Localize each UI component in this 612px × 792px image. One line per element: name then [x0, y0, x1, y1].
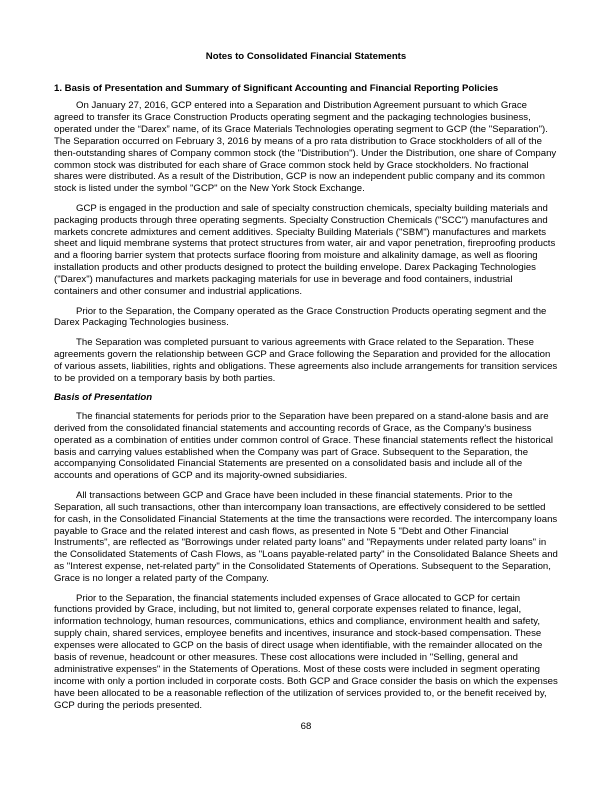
document-body — [54, 100, 558, 719]
paragraph-separation-agreement: On January 27, 2016, GCP entered into a Separation and Distribution Agreement pursuant to which Grace agreed to transfer its Grace Construction Products operating segment and the packaging technologies business, operated under the “Darex” name, of its Grace Materials Technologies operating segment to GCP (the "Separation"). The Separation occurred on February 3, 2016 by means of a pro rata distribution to Grace stockholders of all of the then-outstanding shares of Company common stock (the "Distribution"). Under the Distribution, one share of Company common stock was distributed for each share of Grace common stock held by Grace stockholders. No fractional shares were distributed. As a result of the Distribution, GCP is now an independent public company and its common stock is listed under the symbol "GCP" on the New York Stock Exchange. — [54, 100, 557, 195]
subheading-basis-of-presentation: Basis of Presentation — [54, 391, 153, 403]
paragraph-standalone-basis: The financial statements for periods prior to the Separation have been prepared on a stand-alone basis and are derived from the consolidated financial statements and accounting records of Grace, as the Company's business operated as a combination of entities under common control of Grace. These financial statements reflect the historical basis and carrying values established when the Company was part of Grace. Subsequent to the Separation, the accompanying Consolidated Financial Statements are presented on a consolidated basis and include all of the accounts and operations of GCP and its majority-owned subsidiaries. — [54, 410, 553, 482]
paragraph-prior-operations: Prior to the Separation, the Company operated as the Grace Construction Products operating segment and the Darex Packaging Technologies business. — [54, 305, 547, 329]
page-number: 68 — [300, 721, 312, 732]
paragraph-expense-allocations: Prior to the Separation, the financial statements included expenses of Grace allocated to GCP for certain functions provided by Grace, including, but not limited to, general corporate expenses related to finance, legal, information technology, human resources, communications, ethics and compliance, environment health and safety, supply chain, shared services, employee benefits and incentives, insurance and stock-based compensation. These expenses were allocated to GCP on the basis of direct usage when identifiable, with the remainder allocated on the basis of revenue, headcount or other measures. These cost allocations were included in "Selling, general and administrative expenses" in the Statements of Operations. Most of these costs were included in segment operating income with only a portion included in corporate costs. Both GCP and Grace consider the basis on which the expenses have been allocated to be a reasonable reflection of the utilization of services provided to, or the benefit received by, GCP during the periods presented. — [54, 592, 558, 711]
page-title: Notes to Consolidated Financial Statements — [205, 51, 407, 62]
paragraph-business-description: GCP is engaged in the production and sale of specialty construction chemicals, specialty building materials and packaging products through three operating segments. Specialty Construction Chemicals ("SCC") manufactures and markets concrete admixtures and cement additives. Specialty Building Materials ("SBM") manufactures and markets sheet and liquid membrane systems that protect structures from water, air and vapor penetration, fireproofing products and a flooring barrier system that protects surface flooring from moisture and alkalinity damage, as well as flooring installation products and other products designed to protect the building envelope. Darex Packaging Technologies ("Darex") manufactures and markets packaging materials for use in beverage and food containers, industrial containers and other consumer and industrial applications. — [54, 202, 556, 298]
section-heading: 1. Basis of Presentation and Summary of Significant Accounting and Financial Reporting Policies — [54, 83, 499, 94]
paragraph-separation-agreements: The Separation was completed pursuant to various agreements with Grace related to the Separation. These agreements govern the relationship between GCP and Grace following the Separation and provided for the allocation of various assets, liabilities, rights and obligations. These agreements also include arrangements for transition services to be provided on a temporary basis by both parties. — [54, 336, 558, 384]
paragraph-related-party-transactions: All transactions between GCP and Grace have been included in these financial statements. Prior to the Separation, all such transactions, other than intercompany loan transactions, are effectively considered to be settled for cash, in the Consolidated Financial Statements at the time the transactions were recorded. The intercompany loans payable to Grace and the related interest and cash flows, as presented in Note 5 "Debt and Other Financial Instruments", are reflected as "Borrowings under related party loans" and "Repayments under related party loans" in the Consolidated Statements of Cash Flows, as "Loans payable-related party" in the Consolidated Balance Sheets and as "Interest expense, net-related party" in the Consolidated Statements of Operations. Subsequent to the Separation, Grace is no longer a related party of the Company. — [54, 489, 558, 585]
